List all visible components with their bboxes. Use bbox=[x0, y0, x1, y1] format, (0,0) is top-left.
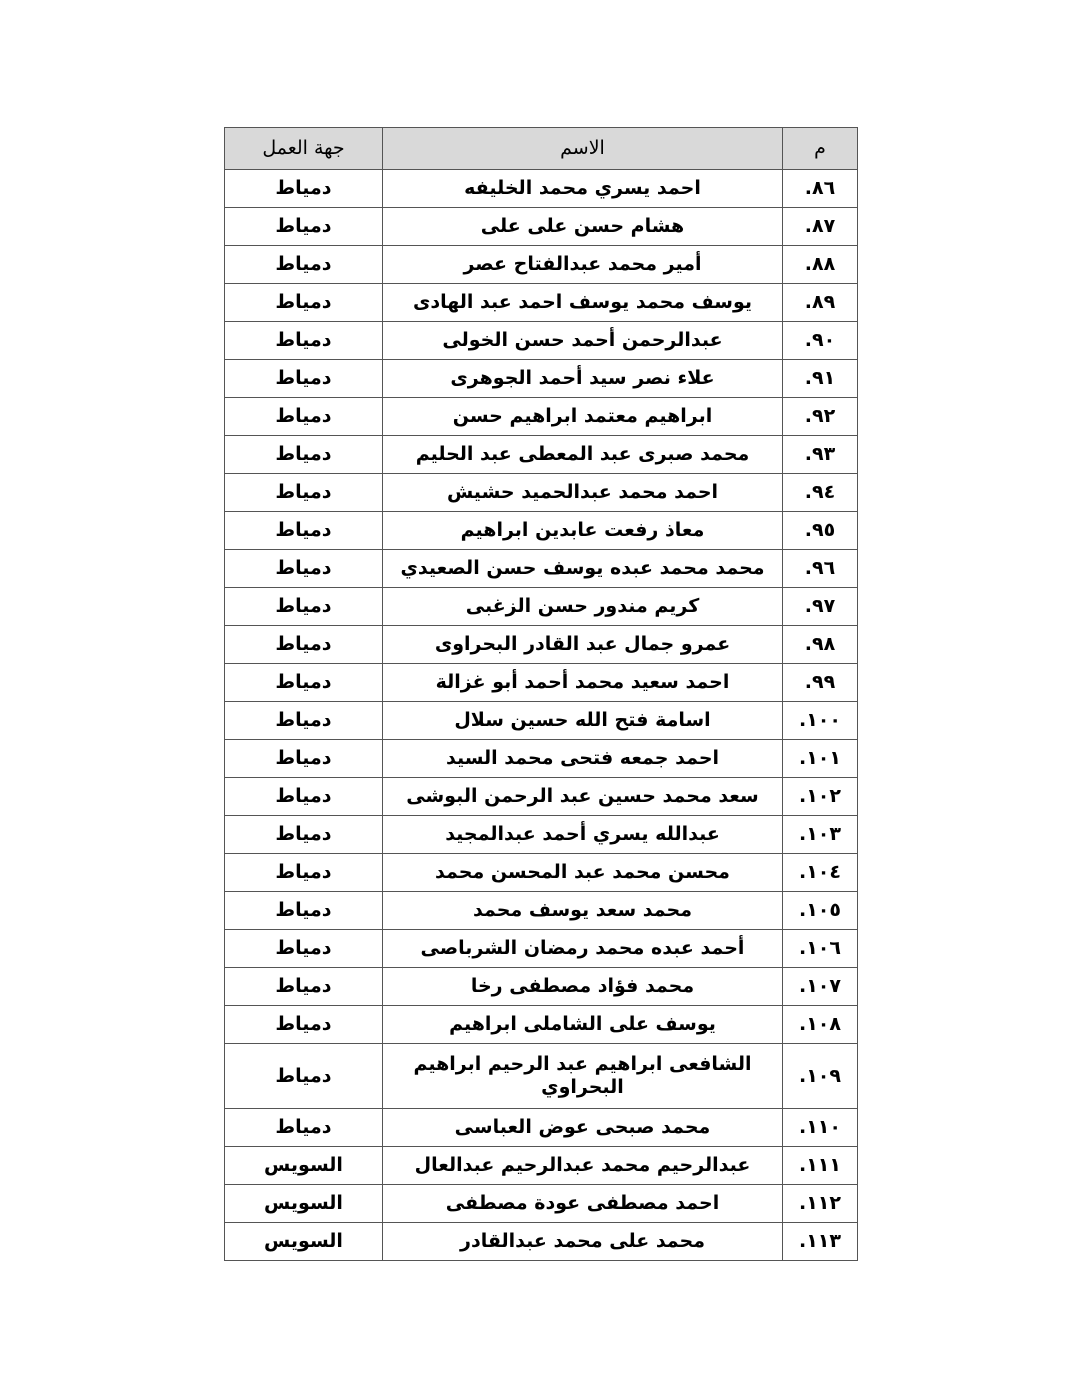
row-num: ١٠٠. bbox=[783, 702, 858, 740]
row-name: عمرو جمال عبد القادر البحراوى bbox=[383, 626, 783, 664]
row-place: السويس bbox=[225, 1147, 383, 1185]
row-place: السويس bbox=[225, 1223, 383, 1261]
row-name: احمد محمد عبدالحميد حشيش bbox=[383, 474, 783, 512]
row-place: دمياط bbox=[225, 436, 383, 474]
row-name: محمد محمد عبده يوسف حسن الصعيدي bbox=[383, 550, 783, 588]
table-row bbox=[225, 702, 858, 740]
row-place: دمياط bbox=[225, 1109, 383, 1147]
table-row bbox=[225, 1185, 858, 1223]
row-num: ١١٢. bbox=[783, 1185, 858, 1223]
header-name: الاسم bbox=[383, 128, 783, 170]
row-place: دمياط bbox=[225, 816, 383, 854]
row-name: محمد على محمد عبدالقادر bbox=[383, 1223, 783, 1261]
row-num: ٩٥. bbox=[783, 512, 858, 550]
row-name: أمير محمد عبدالفتاح عصر bbox=[383, 246, 783, 284]
row-num: ١٠٨. bbox=[783, 1006, 858, 1044]
table-row bbox=[225, 284, 858, 322]
table-header-row bbox=[225, 128, 858, 170]
row-num: ١١٠. bbox=[783, 1109, 858, 1147]
row-name: سعد محمد حسين عبد الرحمن البوشى bbox=[383, 778, 783, 816]
table-row bbox=[225, 892, 858, 930]
row-place: دمياط bbox=[225, 930, 383, 968]
header-num: م bbox=[783, 128, 858, 170]
row-place: دمياط bbox=[225, 512, 383, 550]
row-num: ١٠٦. bbox=[783, 930, 858, 968]
table-row bbox=[225, 246, 858, 284]
row-name: محمد سعد يوسف محمد bbox=[383, 892, 783, 930]
table-row bbox=[225, 968, 858, 1006]
row-place: دمياط bbox=[225, 740, 383, 778]
row-name: احمد مصطفى عودة مصطفى bbox=[383, 1185, 783, 1223]
table-row bbox=[225, 588, 858, 626]
row-name: محسن محمد عبد المحسن محمد bbox=[383, 854, 783, 892]
table-row bbox=[225, 436, 858, 474]
row-place: دمياط bbox=[225, 398, 383, 436]
row-name: محمد فؤاد مصطفى رخا bbox=[383, 968, 783, 1006]
row-name: هشام حسن على على bbox=[383, 208, 783, 246]
table-row bbox=[225, 778, 858, 816]
row-num: ٩١. bbox=[783, 360, 858, 398]
row-place: دمياط bbox=[225, 284, 383, 322]
table-row bbox=[225, 740, 858, 778]
row-name: اسامة فتح الله حسين سلال bbox=[383, 702, 783, 740]
row-num: ٨٧. bbox=[783, 208, 858, 246]
row-num: ١٠١. bbox=[783, 740, 858, 778]
row-place: السويس bbox=[225, 1185, 383, 1223]
row-num: ١٠٣. bbox=[783, 816, 858, 854]
row-num: ٩٢. bbox=[783, 398, 858, 436]
row-name: علاء نصر سيد أحمد الجوهرى bbox=[383, 360, 783, 398]
row-num: ٩٧. bbox=[783, 588, 858, 626]
table-body bbox=[225, 170, 858, 1261]
row-name: عبدالرحمن أحمد حسن الخولى bbox=[383, 322, 783, 360]
row-num: ٩٣. bbox=[783, 436, 858, 474]
row-place: دمياط bbox=[225, 208, 383, 246]
row-num: ٨٦. bbox=[783, 170, 858, 208]
table-row bbox=[225, 664, 858, 702]
table-row bbox=[225, 626, 858, 664]
header-place: جهة العمل bbox=[225, 128, 383, 170]
row-name: معاذ رفعت عابدين ابراهيم bbox=[383, 512, 783, 550]
row-place: دمياط bbox=[225, 550, 383, 588]
row-num: ١١١. bbox=[783, 1147, 858, 1185]
row-num: ٩٩. bbox=[783, 664, 858, 702]
row-num: ٩٨. bbox=[783, 626, 858, 664]
row-name: عبدالرحيم محمد عبدالرحيم عبدالعال bbox=[383, 1147, 783, 1185]
row-name: يوسف على الشاملى ابراهيم bbox=[383, 1006, 783, 1044]
row-name: محمد صبرى عبد المعطى عبد الحليم bbox=[383, 436, 783, 474]
table-row bbox=[225, 1223, 858, 1261]
row-num: ٩٤. bbox=[783, 474, 858, 512]
table-row bbox=[225, 930, 858, 968]
row-num: ٨٨. bbox=[783, 246, 858, 284]
row-name: يوسف محمد يوسف احمد عبد الهادى bbox=[383, 284, 783, 322]
table-row bbox=[225, 398, 858, 436]
row-place: دمياط bbox=[225, 1044, 383, 1109]
table-row bbox=[225, 512, 858, 550]
row-num: ٨٩. bbox=[783, 284, 858, 322]
row-place: دمياط bbox=[225, 170, 383, 208]
row-num: ٩٠. bbox=[783, 322, 858, 360]
row-name: عبدالله يسري أحمد عبدالمجيد bbox=[383, 816, 783, 854]
row-place: دمياط bbox=[225, 968, 383, 1006]
names-table bbox=[224, 127, 858, 1261]
row-place: دمياط bbox=[225, 702, 383, 740]
row-place: دمياط bbox=[225, 588, 383, 626]
row-place: دمياط bbox=[225, 360, 383, 398]
table-row bbox=[225, 1147, 858, 1185]
row-place: دمياط bbox=[225, 778, 383, 816]
table-row bbox=[225, 854, 858, 892]
row-place: دمياط bbox=[225, 892, 383, 930]
table-row bbox=[225, 1044, 858, 1109]
row-num: ١٠٤. bbox=[783, 854, 858, 892]
row-name: ابراهيم معتمد ابراهيم حسن bbox=[383, 398, 783, 436]
row-num: ١٠٢. bbox=[783, 778, 858, 816]
row-name: محمد صبحى عوض العباسى bbox=[383, 1109, 783, 1147]
row-place: دمياط bbox=[225, 474, 383, 512]
table-row bbox=[225, 170, 858, 208]
row-name: احمد جمعه فتحى محمد السيد bbox=[383, 740, 783, 778]
row-place: دمياط bbox=[225, 854, 383, 892]
row-place: دمياط bbox=[225, 626, 383, 664]
row-place: دمياط bbox=[225, 322, 383, 360]
row-name: الشافعى ابراهيم عبد الرحيم ابراهيم البحراوي bbox=[383, 1044, 783, 1109]
table-row bbox=[225, 1109, 858, 1147]
table-row bbox=[225, 550, 858, 588]
row-place: دمياط bbox=[225, 664, 383, 702]
row-num: ١٠٥. bbox=[783, 892, 858, 930]
table-row bbox=[225, 208, 858, 246]
table-row bbox=[225, 360, 858, 398]
row-num: ٩٦. bbox=[783, 550, 858, 588]
row-num: ١١٣. bbox=[783, 1223, 858, 1261]
row-name: احمد يسري محمد الخليفه bbox=[383, 170, 783, 208]
row-num: ١٠٩. bbox=[783, 1044, 858, 1109]
table-row bbox=[225, 322, 858, 360]
row-name: احمد سعيد محمد أحمد أبو غزالة bbox=[383, 664, 783, 702]
table-row bbox=[225, 816, 858, 854]
row-name: أحمد عبده محمد رمضان الشرباصى bbox=[383, 930, 783, 968]
table-row bbox=[225, 474, 858, 512]
row-num: ١٠٧. bbox=[783, 968, 858, 1006]
table-row bbox=[225, 1006, 858, 1044]
row-place: دمياط bbox=[225, 246, 383, 284]
row-place: دمياط bbox=[225, 1006, 383, 1044]
row-name: كريم مندور حسن الزغبى bbox=[383, 588, 783, 626]
